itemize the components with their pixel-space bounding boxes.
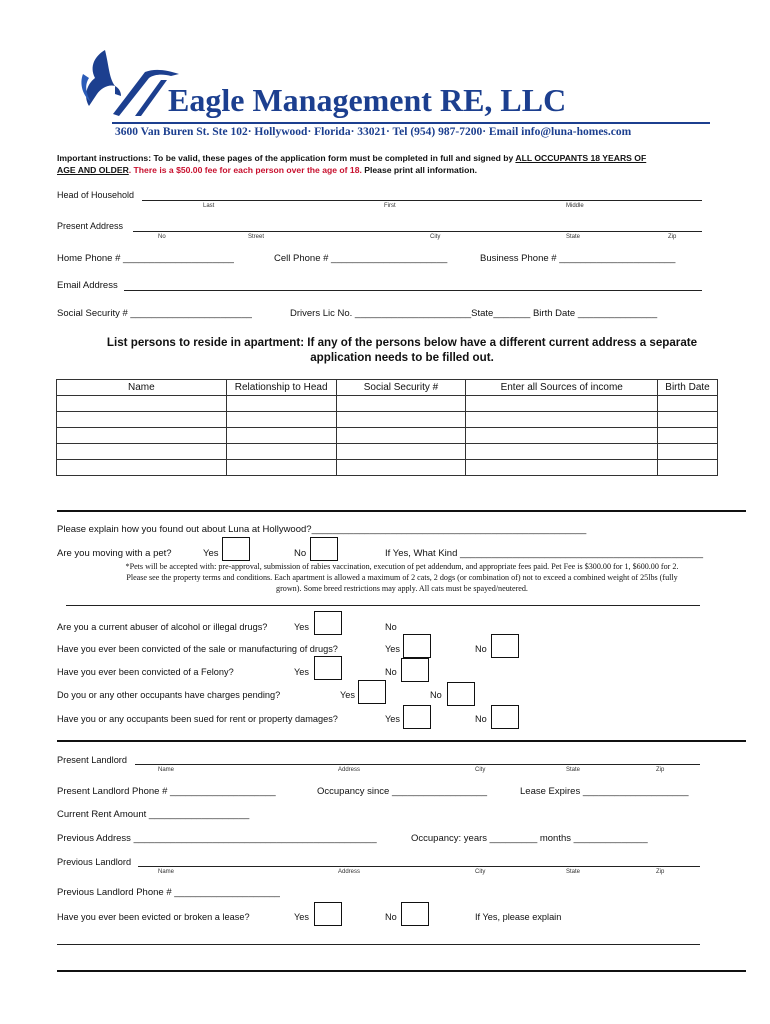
sublabel-name: Name (158, 869, 175, 875)
previous-landlord-label: Previous Landlord (57, 857, 132, 867)
previous-address-field[interactable]: Previous Address ______________________________________________ (57, 833, 377, 844)
section-divider (57, 510, 746, 512)
sublabel-first: First (384, 203, 396, 209)
header-address: 3600 Van Buren St. Ste 102· Hollywood· Florida· 33021· Tel (954) 987-7200· Email info@luna-homes.com (115, 126, 632, 138)
current-rent-field[interactable]: Current Rent Amount ___________________ (57, 809, 250, 820)
previous-landlord-phone-field[interactable]: Previous Landlord Phone # ____________________ (57, 887, 280, 898)
column-header-name: Name (57, 380, 227, 396)
present-landlord-field[interactable] (135, 764, 700, 765)
section-divider (57, 970, 746, 972)
felony-yes-checkbox[interactable] (314, 656, 342, 680)
occupancy-since-field[interactable]: Occupancy since __________________ (317, 786, 488, 797)
pet-kind-field[interactable]: If Yes, What Kind ______________________________________________ (385, 548, 704, 559)
table-row[interactable] (57, 460, 718, 476)
abuser-yes-checkbox[interactable] (314, 611, 342, 635)
home-phone-field[interactable]: Home Phone # _____________________ (57, 253, 234, 264)
sublabel-zip: Zip (668, 234, 677, 240)
if-yes-explain-label: If Yes, please explain (475, 912, 562, 922)
sued-yes-label: Yes (385, 714, 400, 724)
pet-yes-label: Yes (203, 548, 219, 559)
sublabel-state: State (566, 234, 581, 240)
head-of-household-label: Head of Household (57, 190, 135, 200)
table-row[interactable] (57, 396, 718, 412)
cell-phone-field[interactable]: Cell Phone # ______________________ (274, 253, 448, 264)
evicted-no-label: No (385, 912, 397, 922)
explain-field[interactable] (57, 944, 700, 945)
sublabel-city: City (475, 869, 486, 875)
felony-question: Have you ever been convicted of a Felony? (57, 667, 234, 677)
column-header-birth-date: Birth Date (658, 380, 718, 396)
sublabel-street: Street (248, 234, 265, 240)
sublabel-city: City (430, 234, 441, 240)
sublabel-zip: Zip (656, 869, 665, 875)
abuser-no-label: No (385, 622, 397, 632)
pet-yes-checkbox[interactable] (222, 537, 250, 561)
present-address-label: Present Address (57, 221, 124, 231)
sued-no-label: No (475, 714, 487, 724)
abuser-question: Are you a current abuser of alcohol or illegal drugs? (57, 622, 268, 632)
felony-no-checkbox[interactable] (401, 658, 429, 682)
sublabel-address: Address (338, 767, 361, 773)
sued-no-checkbox[interactable] (491, 705, 519, 729)
previous-landlord-field[interactable] (138, 866, 700, 867)
header-rule (112, 122, 710, 124)
sublabel-name: Name (158, 767, 175, 773)
sublabel-city: City (475, 767, 486, 773)
charges-no-label: No (430, 690, 442, 700)
charges-yes-checkbox[interactable] (358, 680, 386, 704)
drugs-no-label: No (475, 644, 487, 654)
occupancy-years-field[interactable]: Occupancy: years _________ months ______________ (411, 833, 648, 844)
column-header-income: Enter all Sources of income (466, 380, 658, 396)
email-field[interactable] (124, 290, 702, 291)
evicted-yes-label: Yes (294, 912, 309, 922)
sublabel-last: Last (203, 203, 215, 209)
sublabel-state: State (566, 767, 581, 773)
column-header-relationship: Relationship to Head (226, 380, 336, 396)
sued-yes-checkbox[interactable] (403, 705, 431, 729)
table-row[interactable] (57, 412, 718, 428)
present-landlord-label: Present Landlord (57, 755, 127, 765)
felony-yes-label: Yes (294, 667, 309, 677)
company-name: Eagle Management RE, LLC (168, 82, 567, 118)
abuser-yes-label: Yes (294, 622, 309, 632)
occupants-table (56, 379, 718, 476)
head-of-household-field[interactable] (142, 200, 702, 201)
evicted-no-checkbox[interactable] (401, 902, 429, 926)
instructions: Important instructions: To be valid, these pages of the application form must be completed in full and signed by ALL OCCUPANTS 18 YEARS OF AGE AND OLDER. There is a $50.00 fee for each person over the age of 18. Please print all information. (57, 153, 647, 175)
drugs-yes-checkbox[interactable] (403, 634, 431, 658)
pet-policy: *Pets will be accepted with: pre-approval, submission of rabies vaccination, execution of pet addendum, and appropriate fees paid. Pet Fee is $300.00 for 1, $600.00 for 2. Please see the property terms and conditions. Each apartment is allowed a maximum of 2 cats, 2 dogs (or combination of) not to exceed a combined weight of 25lbs (fully grown). Some breed restrictions may apply. All cats must be spayed/neutered. (125, 562, 679, 593)
drugs-question: Have you ever been convicted of the sale or manufacturing of drugs? (57, 644, 338, 654)
column-header-ssn: Social Security # (336, 380, 466, 396)
occupants-heading: List persons to reside in apartment: If any of the persons below have a different current address a separate application needs to be filled out. (106, 336, 698, 364)
present-address-field[interactable] (133, 231, 702, 232)
drivers-license-field[interactable]: Drivers Lic No. ______________________State_______ Birth Date _______________ (290, 308, 658, 319)
charges-no-checkbox[interactable] (447, 682, 475, 706)
present-landlord-phone-field[interactable]: Present Landlord Phone # ____________________ (57, 786, 276, 797)
business-phone-field[interactable]: Business Phone # ______________________ (480, 253, 676, 264)
table-header-row (57, 380, 718, 396)
pet-no-checkbox[interactable] (310, 537, 338, 561)
table-row[interactable] (57, 444, 718, 460)
charges-yes-label: Yes (340, 690, 355, 700)
sublabel-middle: Middle (566, 203, 584, 209)
felony-no-label: No (385, 667, 397, 677)
evicted-question: Have you ever been evicted or broken a lease? (57, 912, 250, 922)
drugs-yes-label: Yes (385, 644, 400, 654)
drugs-no-checkbox[interactable] (491, 634, 519, 658)
pet-no-label: No (294, 548, 307, 559)
pet-section-rule (66, 605, 700, 606)
lease-expires-field[interactable]: Lease Expires ____________________ (520, 786, 689, 797)
sublabel-state: State (566, 869, 581, 875)
section-divider (57, 740, 746, 742)
found-out-field[interactable]: Please explain how you found out about Luna at Hollywood?____________________________________________________ (57, 524, 587, 535)
sublabel-no: No (158, 234, 166, 240)
sublabel-address: Address (338, 869, 361, 875)
sued-question: Have you or any occupants been sued for rent or property damages? (57, 714, 338, 724)
social-security-field[interactable]: Social Security # _______________________ (57, 308, 252, 319)
charges-question: Do you or any other occupants have charges pending? (57, 690, 281, 700)
table-row[interactable] (57, 428, 718, 444)
evicted-yes-checkbox[interactable] (314, 902, 342, 926)
email-label: Email Address (57, 280, 118, 291)
pet-question: Are you moving with a pet? (57, 548, 172, 559)
sublabel-zip: Zip (656, 767, 665, 773)
